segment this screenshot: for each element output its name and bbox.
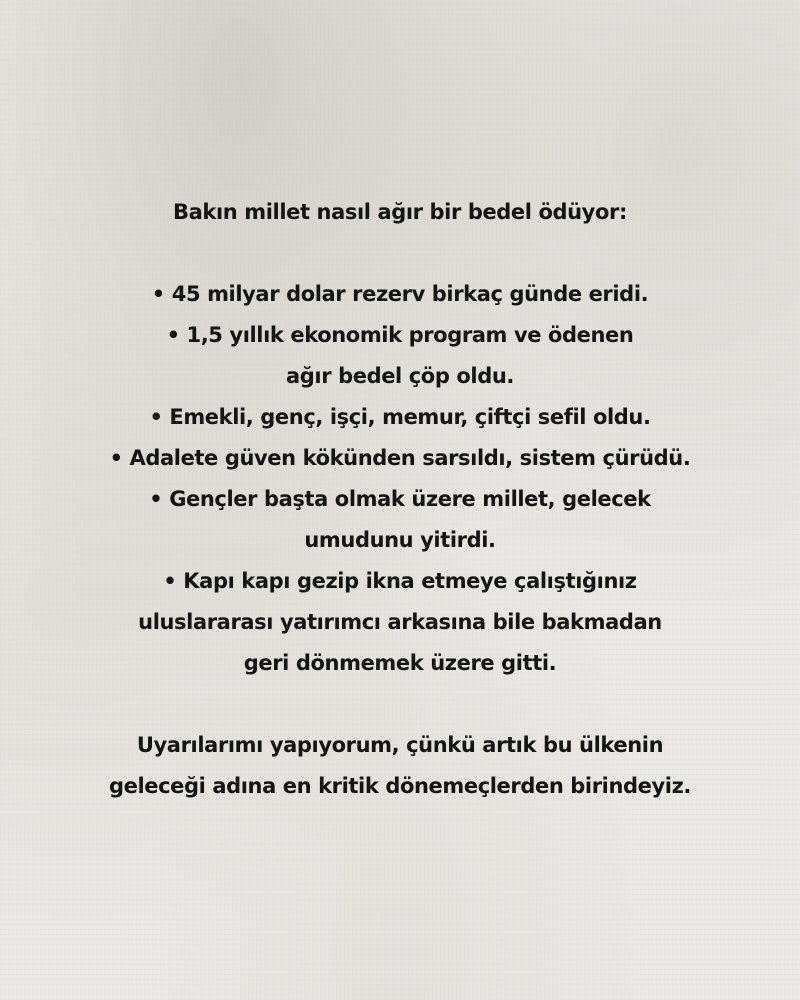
bullet-line: • Emekli, genç, işçi, memur, çiftçi sefil oldu. <box>149 405 651 429</box>
bullet-continuation-line: umudunu yitirdi. <box>304 528 496 552</box>
bullet-continuation-line: ağır bedel çöp oldu. <box>286 364 514 388</box>
bullet-line: • Gençler başta olmak üzere millet, gelecek <box>149 487 651 511</box>
bullet-continuation-line: uluslararası yatırımcı arkasına bile bakmadan <box>138 610 662 634</box>
bullet-line: • Adalete güven kökünden sarsıldı, sistem çürüdü. <box>109 446 691 470</box>
closing-line: geleceği adına en kritik dönemeçlerden birindeyiz. <box>109 774 691 798</box>
bullet-continuation-line: geri dönmemek üzere gitti. <box>243 651 557 675</box>
intro-line: Bakın millet nasıl ağır bir bedel ödüyor: <box>173 200 627 224</box>
bullet-line: • Kapı kapı gezip ikna etmeye çalıştığınız <box>163 569 637 593</box>
spacer <box>0 233 800 274</box>
statement-text <box>0 192 800 807</box>
closing-line: Uyarılarımı yapıyorum, çünkü artık bu ülkenin <box>136 733 664 757</box>
bullet-line: • 45 milyar dolar rezerv birkaç günde eridi. <box>151 282 649 306</box>
bullet-line: • 1,5 yıllık ekonomik program ve ödenen <box>166 323 634 347</box>
spacer <box>0 684 800 725</box>
